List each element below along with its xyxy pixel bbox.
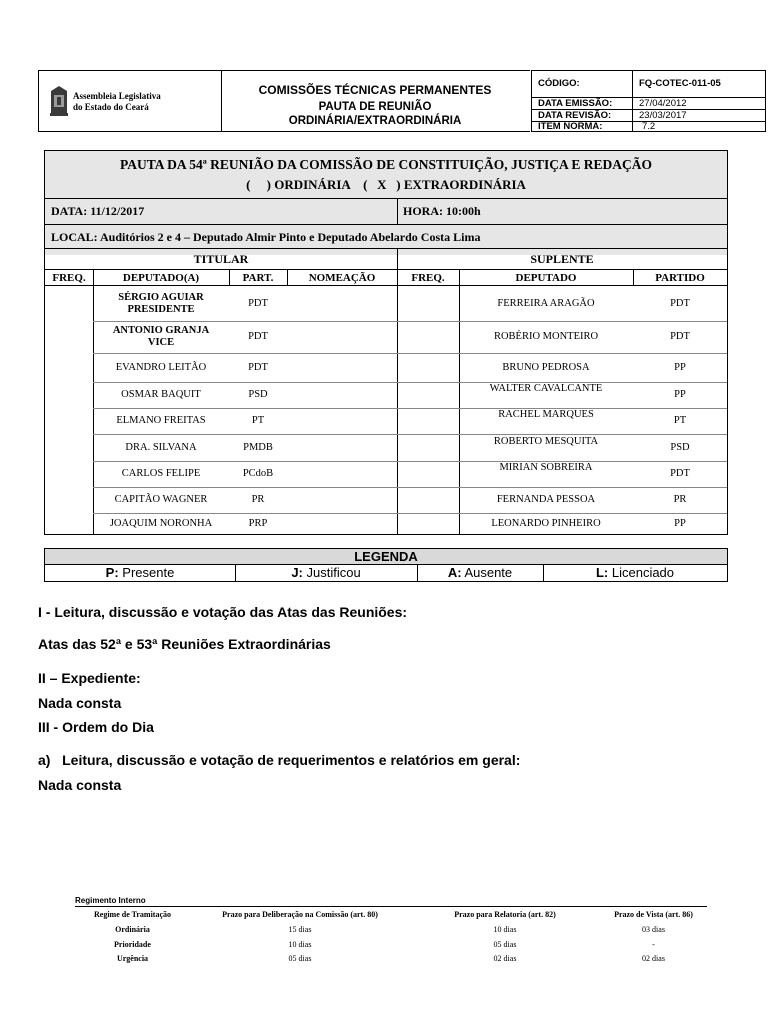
titular-heading: TITULAR [193,252,249,266]
suplente-name: ROBÉRIO MONTEIRO [493,331,599,342]
header-title-line-3: ORDINÁRIA/EXTRAORDINÁRIA [288,115,462,127]
agenda-table [44,150,728,535]
prazo-cell: 03 dias [642,925,665,934]
assembly-seal-icon [49,85,69,117]
suplente-name: BRUNO PEDROSA [502,361,590,373]
suplente-party: PDT [670,297,690,309]
prazo-cell: 05 dias [493,939,517,949]
titular-party: PT [251,415,265,426]
legenda-box [44,548,728,582]
suplente-name: FERREIRA ARAGÃO [497,297,595,309]
prazo-cell: 02 dias [642,954,665,963]
suplente-party: PP [674,361,686,373]
logo-text [73,91,161,113]
col-nomeacao: NOMEAÇÃO [308,272,376,284]
prazo-cell: - [652,939,655,949]
item-label: ITEM NORMA: [538,121,603,132]
titular-name: ELMANO FREITAS [116,415,206,426]
logo-line-1: Assembleia Legislativa [73,91,161,101]
prazo-cell: 10 dias [288,939,312,949]
suplente-name: WALTER CAVALCANTE [489,383,603,394]
titular-party: PDT [248,297,268,309]
agenda-location: LOCAL: Auditórios 2 e 4 – Deputado Almir Pinto e Deputado Abelardo Costa Lima [51,230,481,244]
document-header [38,70,726,132]
logo-cell [38,70,222,132]
codigo-label: CÓDIGO: [538,78,580,89]
suplente-name: RACHEL MARQUES [498,409,594,420]
agenda-date: DATA: 11/12/2017 [51,204,145,218]
legenda-item-justificou: J: Justificou [291,565,361,580]
suplente-party: PDT [670,468,690,479]
revisao-label: DATA REVISÃO: [538,110,612,121]
emissao-label: DATA EMISSÃO: [538,98,613,109]
col-partido: PARTIDO [655,272,705,284]
codigo-value: FQ-COTEC-011-05 [639,78,721,89]
prazo-cell: Prazo de Vista (art. 86) [614,910,693,919]
suplente-party: PP [674,517,686,529]
col-freq: FREQ. [52,272,86,284]
regime-cell: Urgência [116,954,149,963]
header-title-line-2: PAUTA DE REUNIÃO [318,101,432,113]
meta-codigo [532,71,765,98]
titular-name: EVANDRO LEITÃO [115,361,207,373]
suplente-name: MIRIAN SOBREIRA [499,462,593,473]
suplente-party: PP [674,389,686,400]
meta-emissao [532,98,765,110]
legenda-item-presente: P: Presente [105,565,175,580]
titular-party: PMDB [243,441,273,453]
regime-cell: Regime de Tramitação [93,910,171,919]
col-freq-2: FREQ. [411,272,445,284]
titular-party: PDT [248,361,268,373]
section-3a-title: a) Leitura, discussão e votação de requerimentos e relatórios em geral: [38,752,521,768]
revisao-value: 23/03/2017 [639,110,687,121]
prazo-cell: 02 dias [493,954,517,963]
suplente-heading: SUPLENTE [530,252,594,266]
titular-name: JOAQUIM NORONHA [109,517,213,529]
legenda-title: LEGENDA [354,549,418,564]
titular-name: CARLOS FELIPE [121,468,201,479]
titular-party: PRP [248,517,268,529]
logo-line-2: do Estado do Ceará [73,102,149,112]
prazo-cell: Prazo para Deliberação na Comissão (art. 80) [222,910,378,919]
legenda-item-ausente: A: Ausente [447,565,513,580]
section-3a-text: Nada consta [38,777,122,793]
prazo-cell: Prazo para Relatoria (art. 82) [454,910,556,919]
prazo-cell: 10 dias [493,925,517,934]
col-deputado: DEPUTADO [515,272,577,284]
regime-cell: Ordinária [115,925,150,934]
suplente-party: PT [673,415,687,426]
agenda-title: PAUTA DA 54ª REUNIÃO DA COMISSÃO DE CONSTITUIÇÃO, JUSTIÇA E REDAÇÃO [120,157,652,172]
titular-name: CAPITÃO WAGNER [114,494,208,505]
section-2-text: Nada consta [38,695,122,711]
titular-party: PSD [248,389,268,400]
regime-cell: Prioridade [114,939,151,949]
suplente-name: LEONARDO PINHEIRO [491,517,601,529]
titular-name: DRA. SILVANA [125,441,197,453]
agenda-type: ( ) ORDINÁRIA ( X ) EXTRAORDINÁRIA [246,177,526,192]
emissao-value: 27/04/2012 [639,98,687,109]
titular-party: PR [251,494,265,505]
col-part: PART. [242,272,274,284]
meta-item [532,122,765,131]
titular-party: PDT [248,331,268,342]
titular-party: PCdoB [242,468,274,479]
titular-name: OSMAR BAQUIT [121,389,201,400]
suplente-party: PR [673,494,687,505]
col-deputado-a: DEPUTADO(A) [122,272,200,284]
header-title [220,70,530,132]
agenda-time: HORA: 10:00h [403,204,481,218]
legenda-item-licenciado: L: Licenciado [595,565,675,580]
document-meta [531,70,766,132]
item-value: 7.2 [642,121,656,132]
section-2-title: II – Expediente: [38,670,141,686]
header-title-line-1: COMISSÕES TÉCNICAS PERMANENTES [258,83,492,97]
titular-name: SÉRGIO AGUIAR PRESIDENTE [118,291,204,315]
section-1-title: I - Leitura, discussão e votação das Atas das Reuniões: [38,604,408,620]
suplente-party: PSD [670,441,690,453]
titular-name: ANTONIO GRANJA VICE [112,325,210,348]
suplente-party: PDT [670,331,690,342]
section-1-text: Atas das 52ª e 53ª Reuniões Extraordinárias [38,636,331,652]
section-3-title: III - Ordem do Dia [38,719,154,735]
suplente-name: ROBERTO MESQUITA [493,435,599,447]
regimento-title: Regimento Interno [75,896,146,905]
prazo-cell: 05 dias [288,954,312,963]
prazo-cell: 15 dias [288,925,312,934]
suplente-name: FERNANDA PESSOA [496,494,596,505]
